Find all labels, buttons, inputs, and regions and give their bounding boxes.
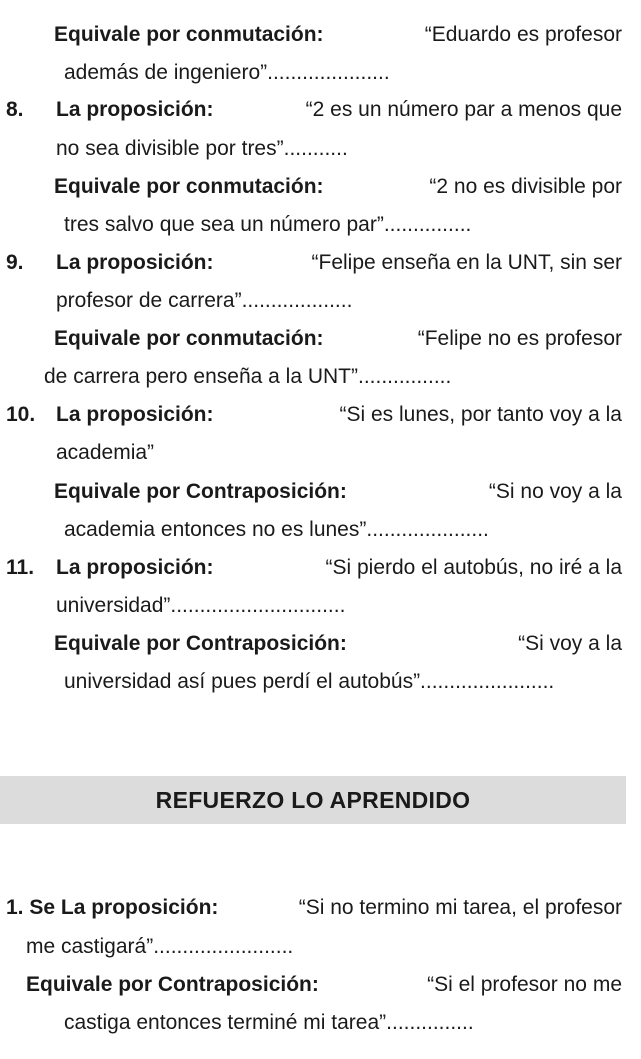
equiv-line-11b: universidad así pues perdí el autobús”....................... [64,670,555,693]
equiv-line-9b: de carrera pero enseña a la UNT”................ [44,365,452,388]
prop-line-9b: profesor de carrera”................... [56,289,353,312]
prop-label: La proposición: [56,251,214,274]
reinforce-prop-line-a [6,889,622,927]
equiv-line-7b: además de ingeniero”..................... [64,61,390,84]
item-number-11: 11. [6,556,35,579]
equiv-text: “Felipe no es profesor [417,327,622,350]
prop-label: La proposición: [56,556,214,579]
equiv-label: Equivale por Contraposición: [26,973,319,996]
equiv-label: Equivale por Contraposición: [54,480,347,503]
prop-label: La proposición: [56,403,214,426]
equiv-label: Equivale por conmutación: [54,327,324,350]
prop-line-11a [56,549,622,587]
prop-label: La proposición: [56,98,214,121]
equiv-line-9a [54,320,622,358]
prop-line-10b: academia” [56,441,155,464]
equiv-line-11a [54,625,622,663]
equiv-line-10b: academia entonces no es lunes”..................... [64,518,489,541]
item-number-9: 9. [6,251,24,274]
reinforce-equiv-line-b: castiga entonces terminé mi tarea”............... [64,1011,474,1034]
equiv-line-8b: tres salvo que sea un número par”............... [64,213,472,236]
prop-line-11b: universidad”.............................. [56,594,346,617]
equiv-label: Equivale por Contraposición: [54,632,347,655]
prop-text: “2 es un número par a menos que [305,98,622,121]
equiv-text: “Si voy a la [518,632,622,655]
equiv-line-8a [54,168,622,206]
prop-line-8a [56,91,622,129]
section-title: REFUERZO LO APRENDIDO [155,787,471,813]
equiv-label: Equivale por conmutación: [54,175,324,198]
reinforce-prefix: Se [29,896,61,919]
item-number-10: 10. [6,403,36,426]
prop-label: La proposición: [60,896,219,919]
equiv-label: Equivale por conmutación: [54,23,324,46]
equiv-text: “2 no es divisible por [429,175,622,198]
equiv-line-10a [54,473,622,511]
equiv-line-7a [54,16,622,54]
prop-text: “Si no termino mi tarea, el profesor [298,896,622,919]
reinforce-prop-line-b: me castigará”........................ [26,935,294,958]
prop-line-10a [56,396,622,434]
prop-line-9a [56,244,622,282]
reinforce-number: 1. [6,896,30,919]
equiv-text: “Si el profesor no me [427,973,622,996]
prop-text: “Si pierdo el autobús, no iré a la [325,556,622,579]
prop-text: “Felipe enseña en la UNT, sin ser [311,251,622,274]
equiv-text: “Si no voy a la [488,480,622,503]
reinforce-equiv-line-a [26,966,622,1004]
section-banner [0,776,626,824]
prop-line-8b: no sea divisible por tres”........... [56,137,348,160]
item-number-8: 8. [6,98,24,121]
prop-text: “Si es lunes, por tanto voy a la [339,403,622,426]
equiv-text: “Eduardo es profesor [424,23,622,46]
